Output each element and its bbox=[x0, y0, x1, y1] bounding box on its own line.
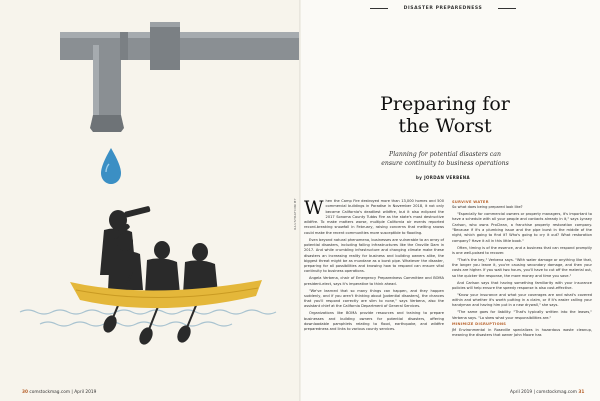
paragraph: And Carlson says that having something familiarity with your insurance policies will help ensure the speedy response is also cost-effective. bbox=[452, 280, 592, 290]
byline: by JORDAN VERBENA bbox=[416, 175, 470, 180]
subtitle-line-1: Planning for potential disasters can bbox=[389, 151, 501, 158]
paragraph: hen the Camp Fire destroyed more than 13,000 homes and 500 commercial buildings in Paradise in November 2018, it not only became California's deadliest wildfire, but it also eclipsed the 2017 Sonoma County Tubbs Fire as the state's most destructive wildfire. To make matters worse, multiple California air events reported record-breaking snowfall in February, raising concerns that melting snows could make the recent communities more susceptible to flooding. bbox=[304, 199, 444, 235]
page-number-right: 31 bbox=[578, 390, 585, 395]
running-head-rule-right bbox=[370, 8, 388, 9]
paragraph: Even beyond natural phenomena, businesses are vulnerable to an array of potential disasters, including failing infrastructures like the Oroville Dam in 2017. And while crumbling infrastructure and changing climate make these disasters an increasing reality for business and building owners alike, the biggest threat might be as mundane as a burst pipe. Whatever the disaster, preparing for all possibilities and knowing how to respond can ensure vital continuity to business operations. bbox=[304, 237, 444, 274]
folio-right bbox=[510, 390, 584, 395]
running-head-right: DISASTER PREPAREDNESS bbox=[403, 6, 483, 11]
body-column-2 bbox=[452, 199, 592, 340]
drop-cap: W bbox=[304, 197, 324, 219]
body-column-1 bbox=[304, 199, 444, 334]
section-heading: SURVIVE WATER bbox=[452, 200, 489, 204]
folio-left-text: comstockmag.com | April 2019 bbox=[29, 390, 97, 395]
paragraph: JM Environmental in Roseville specializes in hazardous waste cleanup, meaning the disasters that owner John Moore has bbox=[452, 327, 592, 337]
folio-right-text: April 2019 | comstockmag.com bbox=[510, 390, 577, 395]
article-title bbox=[360, 93, 530, 137]
illustration-credit: ILLUSTRATION BY bbox=[293, 198, 297, 230]
title-line-1: Preparing for bbox=[380, 93, 510, 115]
title-line-2: the Worst bbox=[398, 115, 492, 137]
paragraph: "Especially for commercial owners or property managers, it's important to have a schedule with all your people and contacts already in it," says Lynsey Carlson, who owns ProClean, a franchise property restoration company. "Because if it's a plumbing issue and the pipe burst in the middle of the night, which going to find it? Who's going to cry it out? What restoration company? Have it all in this little book." bbox=[452, 212, 592, 243]
page-gutter bbox=[299, 0, 301, 401]
running-head-rule-right-2 bbox=[498, 8, 516, 9]
paragraph: Often, timing is of the essence, and a business that can respond promptly is one well-poised to recover. bbox=[452, 245, 592, 255]
paragraph: Angela Verbena, chair of Emergency Preparedness Committee and BOMA president-elect, says it's imperative to think ahead. bbox=[304, 276, 444, 286]
paragraph: "Know your insurance and what your coverages are and what's covered within and whether it's worth putting in a claim, or if it's easier calling your handyman and having him put in a new drywall," she says. bbox=[452, 292, 592, 308]
subtitle-line-2: ensure continuity to business operations bbox=[381, 160, 509, 167]
paragraph: So what does being prepared look like? bbox=[452, 205, 523, 210]
section-heading: MINIMIZE DISRUPTIONS bbox=[452, 322, 507, 327]
paragraph: "The same goes for liability. "That's typically written into the leases," Verbena says. "Lo skew what your responsibilities are." bbox=[452, 310, 592, 320]
paragraph: Organizations like BOMA provide resources and training to prepare businesses and building owners for potential disasters, offering downloadable pamphlets relating to flood, earthquake, and wildfire preparedness and links to various county services. bbox=[304, 311, 444, 332]
folio-left bbox=[22, 390, 96, 395]
illustration-canoe-pipe bbox=[0, 0, 299, 401]
page-number-left: 30 bbox=[22, 390, 28, 395]
paragraph: "That's the key," Verbena says. "With water damage or anything like that, the longer you leave it, you're causing secondary damage, and then your costs are higher. If you wait two hours, you'll have to cut off the material out, so the quicker the response, the more money and time you save." bbox=[452, 257, 592, 278]
article-subtitle bbox=[380, 150, 510, 168]
paragraph: "We've learned that so many things can happen, and they happen suddenly, and if you aren't thinking about [potential disasters], the chances that you'll respond correctly are slim to none," says Verbena, also the assistant chief at the California Department of General Services. bbox=[304, 288, 444, 309]
